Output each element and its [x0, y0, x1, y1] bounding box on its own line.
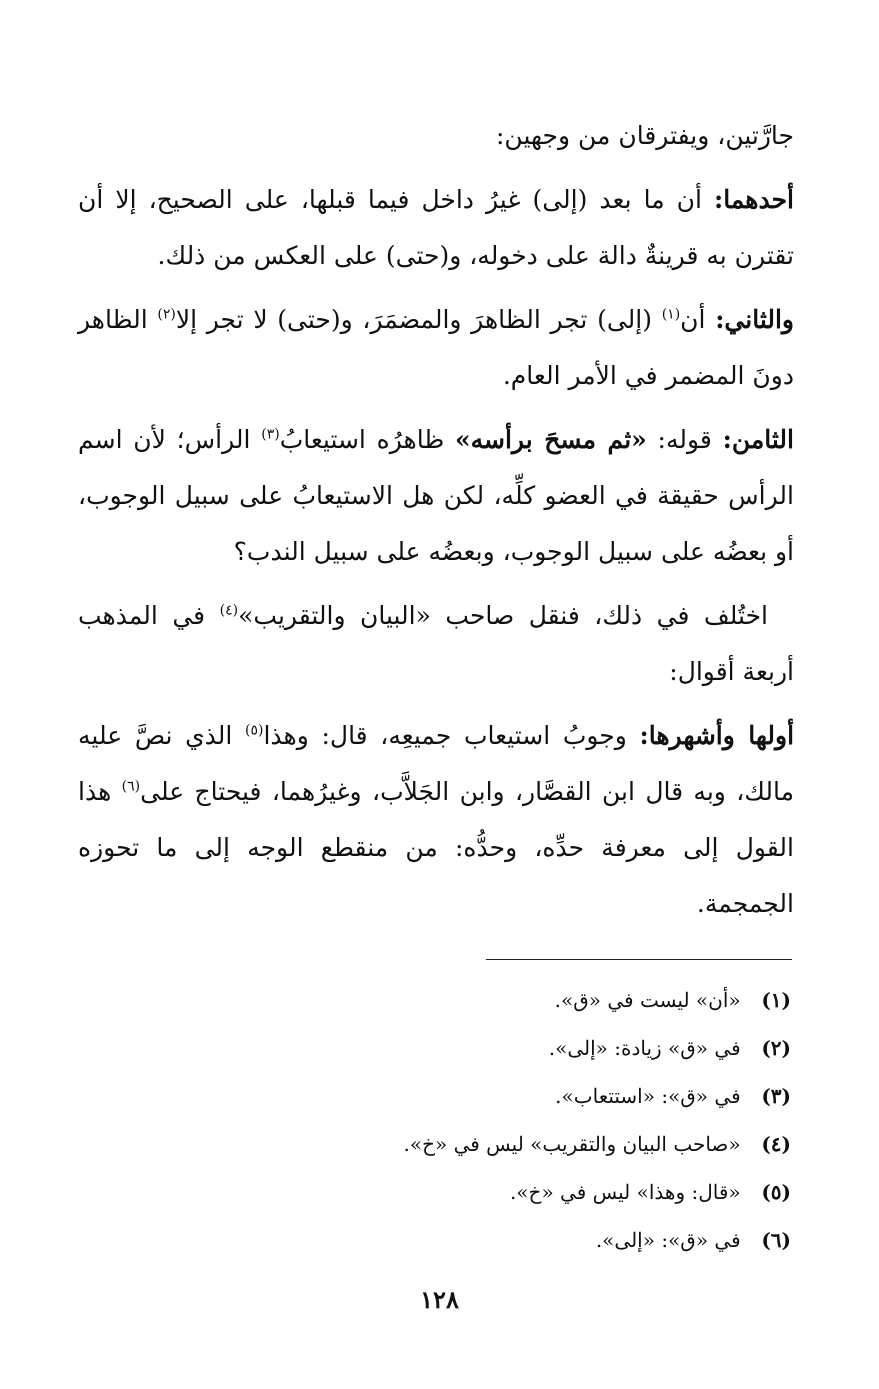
footnote-1: [331, 976, 791, 1024]
main-text-block: [78, 108, 794, 932]
footnote-divider: [486, 959, 792, 960]
footnote-5-number: (٥): [761, 1180, 791, 1204]
footnote-6: [331, 1216, 791, 1264]
paragraph-3-text-a: أن: [680, 305, 706, 334]
footnote-6-number: (٦): [761, 1228, 791, 1252]
footnote-ref-5: (٥): [245, 722, 264, 739]
footnote-4-number: (٤): [761, 1132, 791, 1156]
footnote-ref-4: (٤): [219, 602, 239, 619]
footnote-4: [331, 1120, 791, 1168]
paragraph-4: [78, 412, 794, 580]
paragraph-6-text-a: وجوبُ استيعاب جميعِه، قال: وهذا: [263, 721, 627, 750]
footnote-3-number: (٣): [761, 1084, 791, 1108]
paragraph-6-text-b: الذي نصَّ عليه مالك، وبه قال ابن القصَّار، وابن الجَلاَّب، وغيرُهما، فيحتاج على: [78, 721, 794, 806]
footnote-1-text: «أن» ليست في «ق».: [554, 988, 741, 1012]
paragraph-4-text-b: ظاهرُه استيعابُ: [279, 425, 445, 454]
paragraph-5-text-a: اختُلف في ذلك، فنقل صاحب «البيان والتقريب»: [238, 601, 768, 630]
footnote-5: [331, 1168, 791, 1216]
paragraph-1-text: جارَّتين، ويفترقان من وجهين:: [496, 121, 794, 150]
paragraph-6-lead: أولها وأشهرها:: [639, 721, 795, 750]
paragraph-2-text: أن ما بعد (إلى) غيرُ داخل فيما قبلها، على الصحيح، إلا أن تقترن به قرينةٌ دالة على دخوله، و(حتى) على العكس من ذلك.: [78, 185, 794, 270]
paragraph-3-lead: والثاني:: [715, 305, 795, 334]
footnote-3: [331, 1072, 791, 1120]
paragraph-6-text-c: هذا القول إلى معرفة حدِّه، وحدُّه: من منقطع الوجه إلى ما تحوزه الجمجمة.: [78, 777, 794, 918]
paragraph-4-text-a: قوله:: [657, 425, 712, 454]
paragraph-4-quote: «ثم مسحَ برأسه»: [455, 425, 647, 454]
page-number: ١٢٨: [420, 1285, 459, 1314]
footnote-3-text: في «ق»: «استتعاب».: [555, 1084, 741, 1108]
paragraph-4-lead: الثامن:: [722, 425, 794, 454]
footnote-ref-3: (٣): [261, 426, 280, 443]
paragraph-4-text-c: الرأس؛ لأن اسم الرأس حقيقة في العضو كلِّه، لكن هل الاستيعابُ على سبيل الوجوب، أو بعضُه على سبيل الوجوب، وبعضُه على سبيل الندب؟: [78, 425, 794, 566]
footnote-2-text: في «ق» زيادة: «إلى».: [548, 1036, 741, 1060]
footnote-2-number: (٢): [761, 1036, 791, 1060]
footnote-1-number: (١): [761, 988, 791, 1012]
footnote-4-text: «صاحب البيان والتقريب» ليس في «خ».: [403, 1132, 741, 1156]
footnote-ref-1: (١): [661, 306, 681, 323]
paragraph-6: [78, 708, 794, 932]
paragraph-3-text-c: الظاهر دونَ المضمر في الأمر العام.: [78, 305, 794, 390]
paragraph-3-text-b: (إلى) تجر الظاهرَ والمضمَرَ، و(حتى) لا تجر إلا: [175, 305, 652, 334]
footnote-2: [331, 1024, 791, 1072]
footnote-5-text: «قال: وهذا» ليس في «خ».: [509, 1180, 741, 1204]
footnote-ref-6: (٦): [121, 778, 141, 795]
footnotes-list: [331, 976, 791, 1264]
footnote-6-text: في «ق»: «إلى».: [595, 1228, 741, 1252]
paragraph-1: [78, 108, 794, 164]
paragraph-3: [78, 292, 794, 404]
paragraph-5-text-b: في المذهب أربعة أقوال:: [78, 601, 794, 686]
paragraph-5: [78, 588, 794, 700]
footnote-ref-2: (٢): [157, 306, 176, 323]
paragraph-2: [78, 172, 794, 284]
paragraph-2-lead: أحدهما:: [713, 185, 794, 214]
